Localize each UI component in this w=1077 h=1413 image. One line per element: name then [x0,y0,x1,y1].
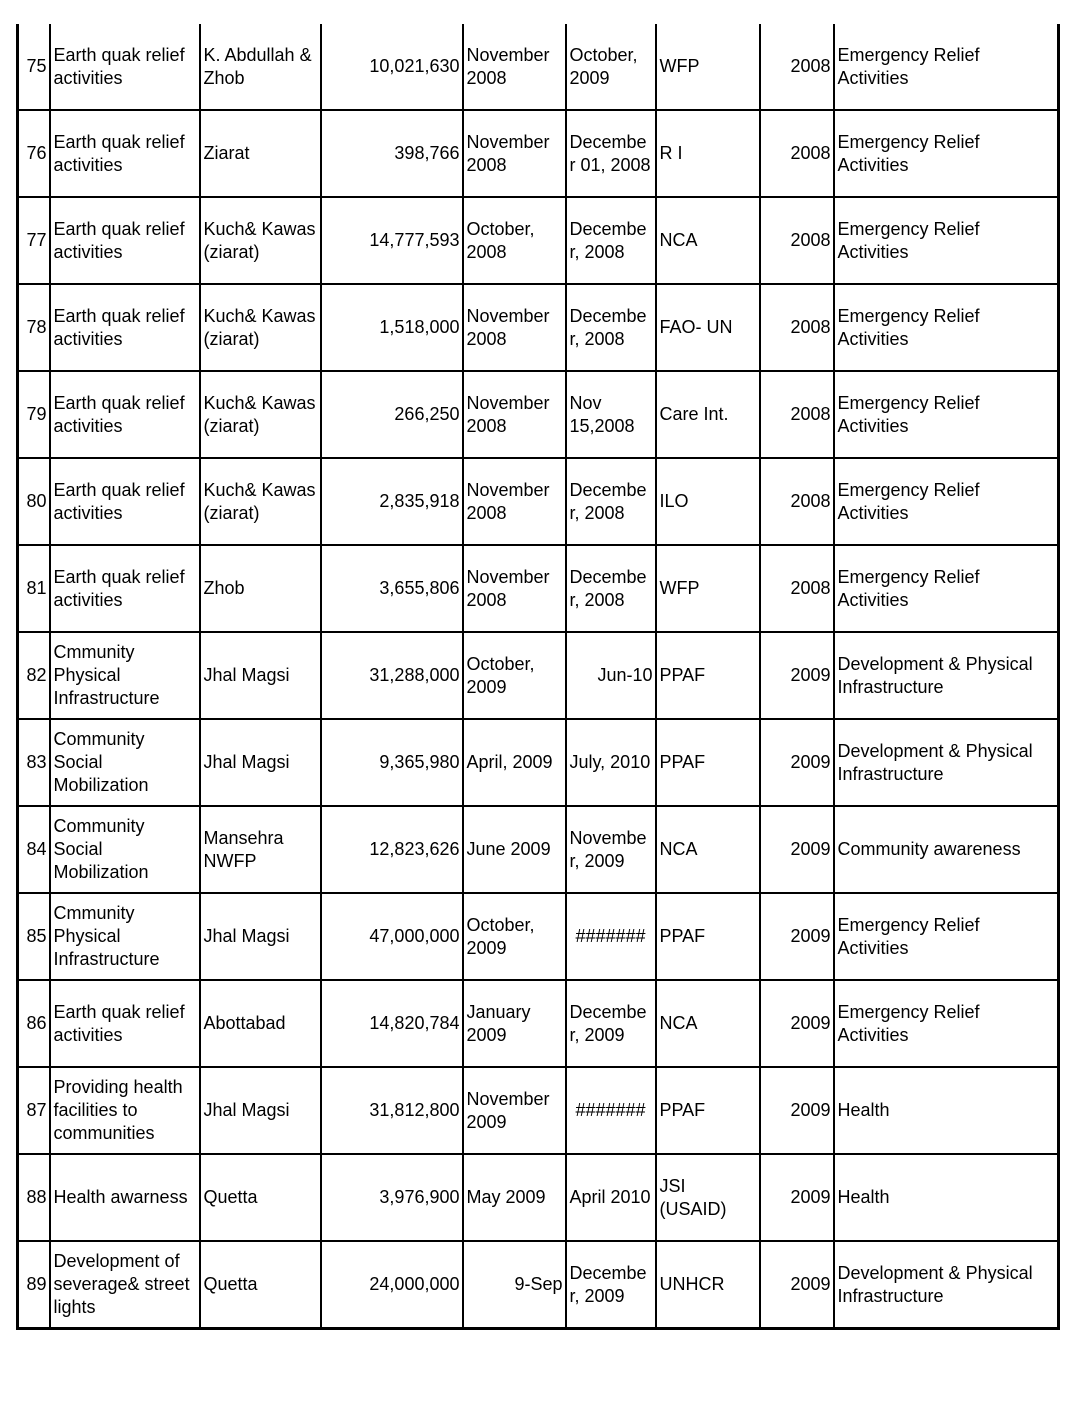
amount-cell: 31,812,800 [321,1067,463,1154]
year-cell: 2009 [760,632,834,719]
start-date-cell: November 2009 [463,1067,566,1154]
amount-cell: 266,250 [321,371,463,458]
serial-number-cell: 78 [18,284,50,371]
year-cell: 2008 [760,545,834,632]
donor-cell: NCA [656,806,760,893]
end-date-cell: Decembe r, 2008 [566,458,656,545]
project-name-cell: Cmmunity Physical Infrastructure [50,893,200,980]
donor-cell: R I [656,110,760,197]
amount-cell: 1,518,000 [321,284,463,371]
location-cell: Abottabad [200,980,321,1067]
amount-cell: 14,820,784 [321,980,463,1067]
amount-cell: 398,766 [321,110,463,197]
table-row [18,1154,1059,1241]
end-date-cell: October, 2009 [566,24,656,110]
serial-number-cell: 88 [18,1154,50,1241]
project-name-cell: Earth quak relief activities [50,197,200,284]
year-cell: 2008 [760,284,834,371]
year-cell: 2009 [760,1241,834,1329]
end-date-cell: ####### [566,1067,656,1154]
category-cell: Development & Physical Infrastructure [834,632,1059,719]
location-cell: Jhal Magsi [200,1067,321,1154]
table-row [18,371,1059,458]
donor-cell: PPAF [656,719,760,806]
project-name-cell: Earth quak relief activities [50,110,200,197]
serial-number-cell: 76 [18,110,50,197]
end-date-cell: Decembe r, 2008 [566,284,656,371]
category-cell: Emergency Relief Activities [834,545,1059,632]
start-date-cell: November 2008 [463,458,566,545]
category-cell: Emergency Relief Activities [834,284,1059,371]
project-name-cell: Earth quak relief activities [50,980,200,1067]
donor-cell: NCA [656,197,760,284]
end-date-cell: July, 2010 [566,719,656,806]
project-name-cell: Earth quak relief activities [50,371,200,458]
project-name-cell: Earth quak relief activities [50,284,200,371]
table-row [18,110,1059,197]
category-cell: Emergency Relief Activities [834,110,1059,197]
location-cell: Mansehra NWFP [200,806,321,893]
amount-cell: 3,655,806 [321,545,463,632]
start-date-cell: October, 2009 [463,893,566,980]
spreadsheet-page [16,24,1057,1330]
year-cell: 2009 [760,806,834,893]
end-date-cell: Jun-10 [566,632,656,719]
start-date-cell: November 2008 [463,24,566,110]
category-cell: Emergency Relief Activities [834,197,1059,284]
year-cell: 2008 [760,110,834,197]
table-row [18,545,1059,632]
location-cell: Kuch& Kawas (ziarat) [200,371,321,458]
donor-cell: NCA [656,980,760,1067]
projects-table [16,24,1060,1330]
year-cell: 2009 [760,980,834,1067]
amount-cell: 12,823,626 [321,806,463,893]
location-cell: Zhob [200,545,321,632]
end-date-cell: April 2010 [566,1154,656,1241]
serial-number-cell: 84 [18,806,50,893]
donor-cell: Care Int. [656,371,760,458]
start-date-cell: November 2008 [463,545,566,632]
amount-cell: 47,000,000 [321,893,463,980]
start-date-cell: May 2009 [463,1154,566,1241]
table-row [18,893,1059,980]
serial-number-cell: 82 [18,632,50,719]
donor-cell: FAO- UN [656,284,760,371]
start-date-cell: 9-Sep [463,1241,566,1329]
serial-number-cell: 87 [18,1067,50,1154]
end-date-cell: Decembe r, 2009 [566,980,656,1067]
location-cell: Jhal Magsi [200,893,321,980]
year-cell: 2009 [760,893,834,980]
category-cell: Development & Physical Infrastructure [834,719,1059,806]
donor-cell: JSI (USAID) [656,1154,760,1241]
location-cell: Kuch& Kawas (ziarat) [200,284,321,371]
category-cell: Health [834,1154,1059,1241]
donor-cell: WFP [656,24,760,110]
project-name-cell: Community Social Mobilization [50,806,200,893]
start-date-cell: June 2009 [463,806,566,893]
donor-cell: UNHCR [656,1241,760,1329]
category-cell: Development & Physical Infrastructure [834,1241,1059,1329]
table-row [18,632,1059,719]
start-date-cell: October, 2008 [463,197,566,284]
amount-cell: 14,777,593 [321,197,463,284]
project-name-cell: Earth quak relief activities [50,458,200,545]
start-date-cell: November 2008 [463,110,566,197]
location-cell: Jhal Magsi [200,632,321,719]
table-body [18,24,1059,1329]
serial-number-cell: 80 [18,458,50,545]
project-name-cell: Community Social Mobilization [50,719,200,806]
project-name-cell: Cmmunity Physical Infrastructure [50,632,200,719]
start-date-cell: October, 2009 [463,632,566,719]
start-date-cell: November 2008 [463,284,566,371]
project-name-cell: Development of severage& street lights [50,1241,200,1329]
amount-cell: 31,288,000 [321,632,463,719]
start-date-cell: April, 2009 [463,719,566,806]
table-row [18,458,1059,545]
category-cell: Emergency Relief Activities [834,458,1059,545]
end-date-cell: Decembe r 01, 2008 [566,110,656,197]
serial-number-cell: 86 [18,980,50,1067]
table-row [18,980,1059,1067]
category-cell: Health [834,1067,1059,1154]
amount-cell: 3,976,900 [321,1154,463,1241]
end-date-cell: Decembe r, 2008 [566,197,656,284]
table-row [18,24,1059,110]
year-cell: 2009 [760,1154,834,1241]
end-date-cell: Decembe r, 2008 [566,545,656,632]
location-cell: Kuch& Kawas (ziarat) [200,197,321,284]
serial-number-cell: 81 [18,545,50,632]
end-date-cell: Decembe r, 2009 [566,1241,656,1329]
project-name-cell: Health awarness [50,1154,200,1241]
amount-cell: 2,835,918 [321,458,463,545]
table-row [18,1241,1059,1329]
table-row [18,806,1059,893]
table-row [18,284,1059,371]
serial-number-cell: 77 [18,197,50,284]
year-cell: 2009 [760,1067,834,1154]
location-cell: Quetta [200,1154,321,1241]
serial-number-cell: 75 [18,24,50,110]
category-cell: Emergency Relief Activities [834,980,1059,1067]
project-name-cell: Providing health facilities to communities [50,1067,200,1154]
year-cell: 2008 [760,371,834,458]
location-cell: K. Abdullah & Zhob [200,24,321,110]
year-cell: 2008 [760,458,834,545]
end-date-cell: ####### [566,893,656,980]
serial-number-cell: 79 [18,371,50,458]
table-row [18,197,1059,284]
category-cell: Emergency Relief Activities [834,893,1059,980]
end-date-cell: Novembe r, 2009 [566,806,656,893]
start-date-cell: January 2009 [463,980,566,1067]
donor-cell: PPAF [656,893,760,980]
table-row [18,1067,1059,1154]
donor-cell: PPAF [656,1067,760,1154]
category-cell: Emergency Relief Activities [834,371,1059,458]
amount-cell: 24,000,000 [321,1241,463,1329]
serial-number-cell: 85 [18,893,50,980]
year-cell: 2008 [760,24,834,110]
donor-cell: PPAF [656,632,760,719]
start-date-cell: November 2008 [463,371,566,458]
serial-number-cell: 83 [18,719,50,806]
location-cell: Ziarat [200,110,321,197]
donor-cell: WFP [656,545,760,632]
amount-cell: 10,021,630 [321,24,463,110]
category-cell: Community awareness [834,806,1059,893]
table-row [18,719,1059,806]
location-cell: Quetta [200,1241,321,1329]
donor-cell: ILO [656,458,760,545]
project-name-cell: Earth quak relief activities [50,545,200,632]
location-cell: Jhal Magsi [200,719,321,806]
end-date-cell: Nov 15,2008 [566,371,656,458]
year-cell: 2008 [760,197,834,284]
project-name-cell: Earth quak relief activities [50,24,200,110]
serial-number-cell: 89 [18,1241,50,1329]
amount-cell: 9,365,980 [321,719,463,806]
location-cell: Kuch& Kawas (ziarat) [200,458,321,545]
category-cell: Emergency Relief Activities [834,24,1059,110]
year-cell: 2009 [760,719,834,806]
